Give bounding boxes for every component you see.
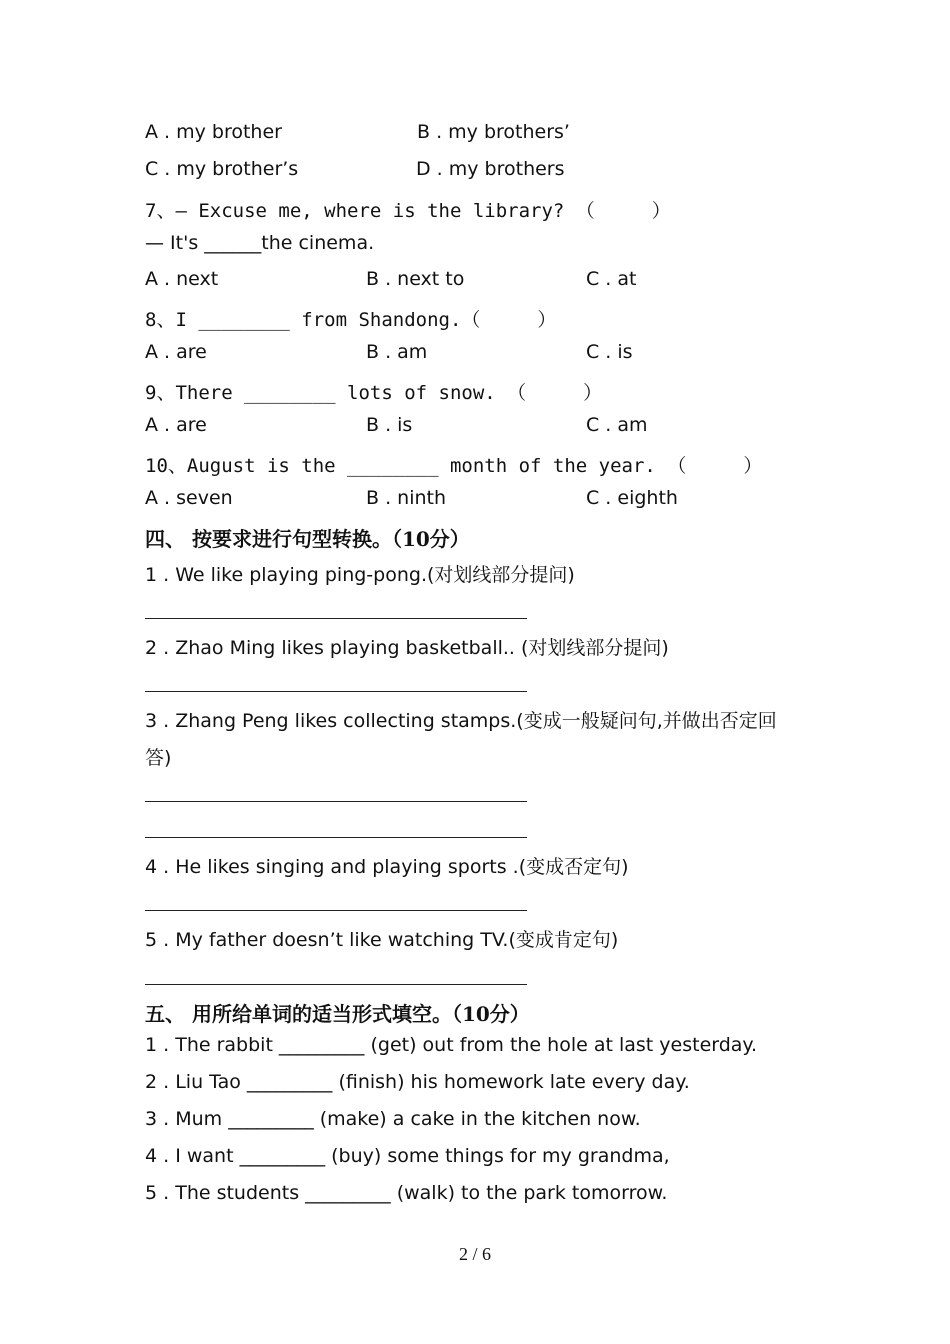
section5-item-1: 1 . The rabbit _________ (get) out from the hole at last yesterday.	[145, 1034, 758, 1056]
section4-item-3-cont: 答)	[145, 747, 172, 769]
q6-option-b: B . my brothers’	[417, 121, 570, 143]
q10-option-a: A . seven	[145, 487, 233, 509]
section4-item-1: 1 . We like playing ping-pong.(对划线部分提问)	[145, 564, 575, 586]
section5-item-4: 4 . I want _________ (buy) some things for my grandma,	[145, 1145, 670, 1167]
answer-line	[145, 837, 527, 838]
section5-item-2: 2 . Liu Tao _________ (finish) his homework late every day.	[145, 1071, 690, 1093]
q8-option-b: B . am	[366, 341, 428, 363]
page-number: 2 / 6	[458, 1244, 491, 1264]
q8-stem: 8、I ________ from Shandong.（ ）	[145, 309, 557, 331]
section4-item-4: 4 . He likes singing and playing sports .(变成否定句)	[145, 856, 629, 878]
answer-line	[145, 618, 527, 619]
section4-item-3: 3 . Zhang Peng likes collecting stamps.(变成一般疑问句,并做出否定回	[145, 710, 777, 732]
q8-option-c: C . is	[586, 341, 633, 363]
q9-option-b: B . is	[366, 414, 413, 436]
section4-item-2: 2 . Zhao Ming likes playing basketball.. (对划线部分提问)	[145, 637, 669, 659]
answer-line	[145, 984, 527, 985]
section4-title: 四、 按要求进行句型转换。（10分）	[145, 527, 470, 551]
q6-option-c: C . my brother’s	[145, 158, 299, 180]
q7-option-b: B . next to	[366, 268, 465, 290]
section4-item-5: 5 . My father doesn’t like watching TV.(变成肯定句)	[145, 929, 619, 951]
q9-option-a: A . are	[145, 414, 207, 436]
answer-line	[145, 691, 527, 692]
q7-stem: 7、— Excuse me, where is the library? （ ）	[145, 200, 671, 222]
q10-option-b: B . ninth	[366, 487, 447, 509]
answer-line	[145, 910, 527, 911]
section5-title: 五、 用所给单词的适当形式填空。（10分）	[145, 1002, 530, 1026]
section5-item-5: 5 . The students _________ (walk) to the park tomorrow.	[145, 1182, 668, 1204]
q10-option-c: C . eighth	[586, 487, 678, 509]
q9-stem: 9、There ________ lots of snow. （ ）	[145, 382, 603, 404]
q7-option-c: C . at	[586, 268, 637, 290]
q9-option-c: C . am	[586, 414, 648, 436]
q7-option-a: A . next	[145, 268, 219, 290]
q8-option-a: A . are	[145, 341, 207, 363]
q10-stem: 10、August is the ________ month of the year. （ ）	[145, 455, 763, 477]
q7-reply: — It's ______the cinema.	[145, 232, 375, 254]
q6-option-d: D . my brothers	[416, 158, 565, 180]
section5-item-3: 3 . Mum _________ (make) a cake in the kitchen now.	[145, 1108, 641, 1130]
q6-option-a: A . my brother	[145, 121, 282, 143]
answer-line	[145, 801, 527, 802]
